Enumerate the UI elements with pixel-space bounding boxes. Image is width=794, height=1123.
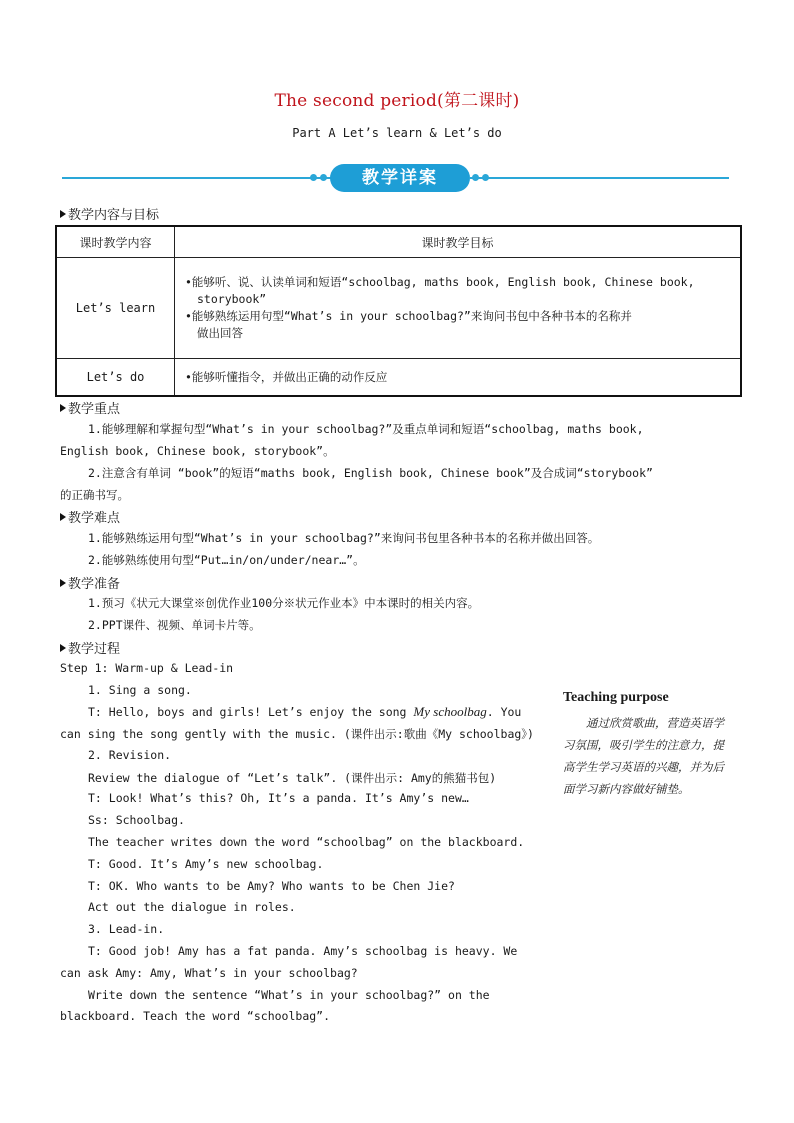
table-header-row bbox=[56, 226, 741, 258]
process-line: T: Look! What’s this? Oh, It’s a panda. It’s Amy’s new… bbox=[88, 791, 469, 805]
page-subtitle: Part A Let’s learn & Let’s do bbox=[292, 126, 502, 140]
process-line: Act out the dialogue in roles. bbox=[88, 900, 296, 914]
goal-line: •能够听、说、认读单词和短语“schoolbag, maths book, English book, Chinese book, bbox=[185, 275, 695, 289]
key-point-line: 2.注意含有单词 “book”的短语“maths book, English book, Chinese book”及合成词“storybook” bbox=[88, 466, 653, 480]
triangle-bullet-icon bbox=[60, 644, 66, 652]
difficulty-line: 1.能够熟练运用句型“What’s in your schoolbag?”来询问书包里各种书本的名称并做出回答。 bbox=[88, 531, 600, 545]
triangle-bullet-icon bbox=[60, 579, 66, 587]
table-row bbox=[56, 258, 741, 359]
process-line: T: Good job! Amy has a fat panda. Amy’s schoolbag is heavy. We bbox=[88, 944, 518, 958]
table-header-cell: 课时教学内容 bbox=[56, 226, 175, 258]
process-line: T: OK. Who wants to be Amy? Who wants to be Chen Jie? bbox=[88, 879, 455, 893]
table-header-cell: 课时教学目标 bbox=[175, 226, 742, 258]
triangle-bullet-icon bbox=[60, 404, 66, 412]
process-line: T: Hello, boys and girls! Let’s enjoy the song My schoolbag. You bbox=[88, 704, 522, 719]
teaching-purpose-text: 通过欣赏歌曲，营造英语学习氛围，吸引学生的注意力，提高学生学习英语的兴趣，并为后面学习新内容做好铺垫。 bbox=[563, 716, 724, 796]
process-line: The teacher writes down the word “schoolbag” on the blackboard. bbox=[88, 835, 525, 849]
preparation-line: 2.PPT课件、视频、单词卡片等。 bbox=[88, 618, 261, 632]
goals-table bbox=[55, 225, 742, 397]
goal-line: •能够听懂指令，并做出正确的动作反应 bbox=[185, 369, 388, 384]
section-banner bbox=[62, 164, 729, 192]
process-line: T: Good. It’s Amy’s new schoolbag. bbox=[88, 857, 324, 871]
process-line: 3. Lead-in. bbox=[88, 922, 165, 936]
table-cell-content: Let’s do bbox=[56, 359, 175, 397]
process-line: 1. Sing a song. bbox=[88, 683, 192, 697]
preparation-line: 1.预习《状元大课堂※创优作业100分※状元作业本》中本课时的相关内容。 bbox=[88, 596, 480, 610]
banner-dots-left bbox=[310, 173, 328, 183]
teaching-purpose-title: Teaching purpose bbox=[563, 690, 669, 705]
banner-label: 教学详案 bbox=[330, 164, 470, 192]
process-line: can ask Amy: Amy, What’s in your schoolbag? bbox=[60, 966, 358, 980]
key-point-line: 的正确书写。 bbox=[60, 488, 129, 502]
table-row bbox=[56, 359, 741, 397]
key-point-line: 1.能够理解和掌握句型“What’s in your schoolbag?”及重点单词和短语“schoolbag, maths book, bbox=[88, 422, 644, 436]
process-step-heading: Step 1: Warm-up & Lead-in bbox=[60, 661, 234, 675]
process-line: Ss: Schoolbag. bbox=[88, 813, 185, 827]
table-cell-goals bbox=[175, 359, 742, 397]
page-title: The second period(第二课时) bbox=[274, 91, 520, 111]
triangle-bullet-icon bbox=[60, 513, 66, 521]
process-line: Review the dialogue of “Let’s talk”. (课件出示: Amy的熊猫书包) bbox=[88, 771, 497, 785]
goal-line: 做出回答 bbox=[197, 326, 243, 340]
section-heading-key-points: 教学重点 bbox=[60, 398, 120, 417]
section-heading-content-goals: 教学内容与目标 bbox=[60, 204, 159, 223]
banner-line-left bbox=[62, 177, 332, 179]
key-point-line: English book, Chinese book, storybook”。 bbox=[60, 444, 335, 458]
difficulty-line: 2.能够熟练使用句型“Put…in/on/under/near…”。 bbox=[88, 553, 365, 567]
triangle-bullet-icon bbox=[60, 210, 66, 218]
section-heading-difficulties: 教学难点 bbox=[60, 507, 120, 526]
process-line: blackboard. Teach the word “schoolbag”. bbox=[60, 1009, 331, 1023]
section-heading-preparation: 教学准备 bbox=[60, 573, 120, 592]
process-line: 2. Revision. bbox=[88, 748, 172, 762]
table-cell-content: Let’s learn bbox=[56, 258, 175, 359]
section-heading-process: 教学过程 bbox=[60, 638, 120, 657]
table-cell-goals bbox=[175, 258, 742, 359]
goal-line: storybook” bbox=[197, 292, 267, 306]
process-line: Write down the sentence “What’s in your schoolbag?” on the bbox=[88, 988, 490, 1002]
process-line: can sing the song gently with the music. (课件出示:歌曲《My schoolbag》) bbox=[60, 727, 534, 741]
banner-line-right bbox=[469, 177, 729, 179]
goal-line: •能够熟练运用句型“What’s in your schoolbag?”来询问书包中各种书本的名称并 bbox=[185, 309, 632, 323]
